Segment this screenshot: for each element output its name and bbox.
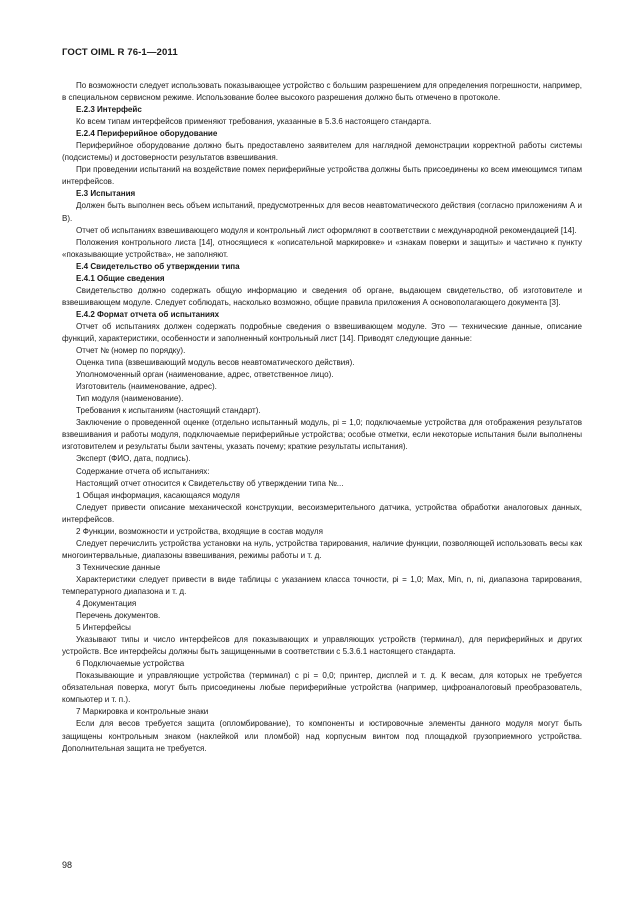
paragraph: Заключение о проведенной оценке (отдельно испытанный модуль, pi = 1,0; подключаемые устройства для отображения результатов взвешивания и работы модуля, подключаемые периферийные устройства; особые отметки, если некоторые испытания были выполнены изготовителем и результаты были зачтены, указать почему; краткие результаты испытания). [62, 418, 582, 452]
paragraph: 4 Документация [76, 599, 137, 609]
document-header: ГОСТ OIML R 76-1—2011 [62, 47, 178, 58]
paragraph: Следует привести описание механической конструкции, весоизмерительного датчика, устройства обработки аналоговых данных, интерфейсов. [62, 502, 582, 524]
paragraph: 5 Интерфейсы [76, 623, 131, 633]
paragraph: 2 Функции, возможности и устройства, входящие в состав модуля [76, 526, 323, 536]
paragraph: Следует перечислить устройства установки на нуль, устройства тарирования, наличие функции, позволяющей использовать весы как многоинтервальные, диапазоны взвешивания, режимы работы и т. д. [62, 538, 582, 560]
paragraph: При проведении испытаний на воздействие помех периферийные устройства должны быть присоединены ко всем имеющимся типам интерфейсов. [62, 165, 582, 187]
paragraph: Отчет об испытаниях взвешивающего модуля и контрольный лист оформляют в соответствии с международной рекомендацией [14]. [76, 225, 577, 235]
section-heading: Е.2.4 Периферийное оборудование [76, 129, 218, 139]
paragraph: Оценка типа (взвешивающий модуль весов неавтоматического действия). [76, 358, 355, 368]
section-heading: Е.4 Свидетельство об утверждении типа [76, 261, 240, 271]
paragraph: Тип модуля (наименование). [76, 394, 184, 404]
section-heading: Е.2.3 Интерфейс [76, 105, 142, 115]
paragraph: Требования к испытаниям (настоящий стандарт). [76, 406, 261, 416]
paragraph: Показывающие и управляющие устройства (терминал) с pi = 0,0; принтер, дисплей и т. д. К весам, для которых не требуется обязательная поверка, могут быть присоединены любые периферийные устройства (например, цифроаналоговый преобразователь, компьютер и т. п.). [62, 671, 582, 705]
paragraph: 7 Маркировка и контрольные знаки [76, 707, 209, 717]
paragraph: Ко всем типам интерфейсов применяют требования, указанные в 5.3.6 настоящего стандарта. [76, 117, 432, 127]
paragraph: 1 Общая информация, касающаяся модуля [76, 490, 240, 500]
document-body [62, 80, 582, 755]
paragraph: По возможности следует использовать показывающее устройство с большим разрешением для определения погрешности, например, в специальном сервисном режиме. Использование более высокого разрешения должно быть отмечено в протоколе. [62, 81, 582, 103]
section-heading: Е.4.2 Формат отчета об испытаниях [76, 309, 220, 319]
paragraph: Перечень документов. [76, 611, 161, 621]
paragraph: Должен быть выполнен весь объем испытаний, предусмотренных для весов неавтоматического действия (согласно приложениям А и В). [62, 201, 582, 223]
paragraph: 3 Технические данные [76, 562, 161, 572]
paragraph: Эксперт (ФИО, дата, подпись). [76, 454, 191, 464]
paragraph: Отчет об испытаниях должен содержать подробные сведения о взвешивающем модуле. Это — технические данные, описание функций, характеристики, особенности и заполненный контрольный лист [14]. Приводят следующие данные: [62, 321, 582, 343]
paragraph: 6 Подключаемые устройства [76, 659, 185, 669]
paragraph: Уполномоченный орган (наименование, адрес, ответственное лицо). [76, 370, 334, 380]
paragraph: Указывают типы и число интерфейсов для показывающих и управляющих устройств (терминал), для периферийных и других устройств. Все интерфейсы должны быть защищенными в соответствии с 5.3.6.1 настоящего стандарта. [62, 635, 582, 657]
section-heading: Е.3 Испытания [76, 189, 136, 199]
paragraph: Изготовитель (наименование, адрес). [76, 382, 217, 392]
paragraph: Свидетельство должно содержать общую информацию и сведения об органе, выдающем свидетельство, об изготовителе и взвешивающем модуле. Следует соблюдать, насколько возможно, общие правила приложения А основополагающего документа [3]. [62, 285, 582, 307]
paragraph: Характеристики следует привести в виде таблицы с указанием класса точности, pi = 1,0; Max, Min, n, ni, диапазона тарирования, температурного диапазона и т. д. [62, 574, 582, 596]
paragraph: Содержание отчета об испытаниях: [76, 466, 210, 476]
paragraph: Отчет № (номер по порядку). [76, 346, 186, 356]
page-number: 98 [62, 860, 73, 870]
paragraph: Если для весов требуется защита (опломбирование), то компоненты и юстировочные элементы данного модуля могут быть защищены контрольным знаком (наклейкой или пломбой) над корпусным винтом под площадкой грузоприемного устройства. Дополнительная защита не требуется. [62, 719, 582, 753]
section-heading: Е.4.1 Общие сведения [76, 273, 165, 283]
paragraph: Положения контрольного листа [14], относящиеся к «описательной маркировке» и «знакам поверки и защиты» и частично к пункту «показывающие устройства», не заполняют. [62, 237, 582, 259]
paragraph: Периферийное оборудование должно быть предоставлено заявителем для наглядной демонстрации корректной работы системы (подсистемы) и достоверности результатов взвешивания. [62, 141, 582, 163]
paragraph: Настоящий отчет относится к Свидетельству об утверждении типа №... [76, 478, 344, 488]
